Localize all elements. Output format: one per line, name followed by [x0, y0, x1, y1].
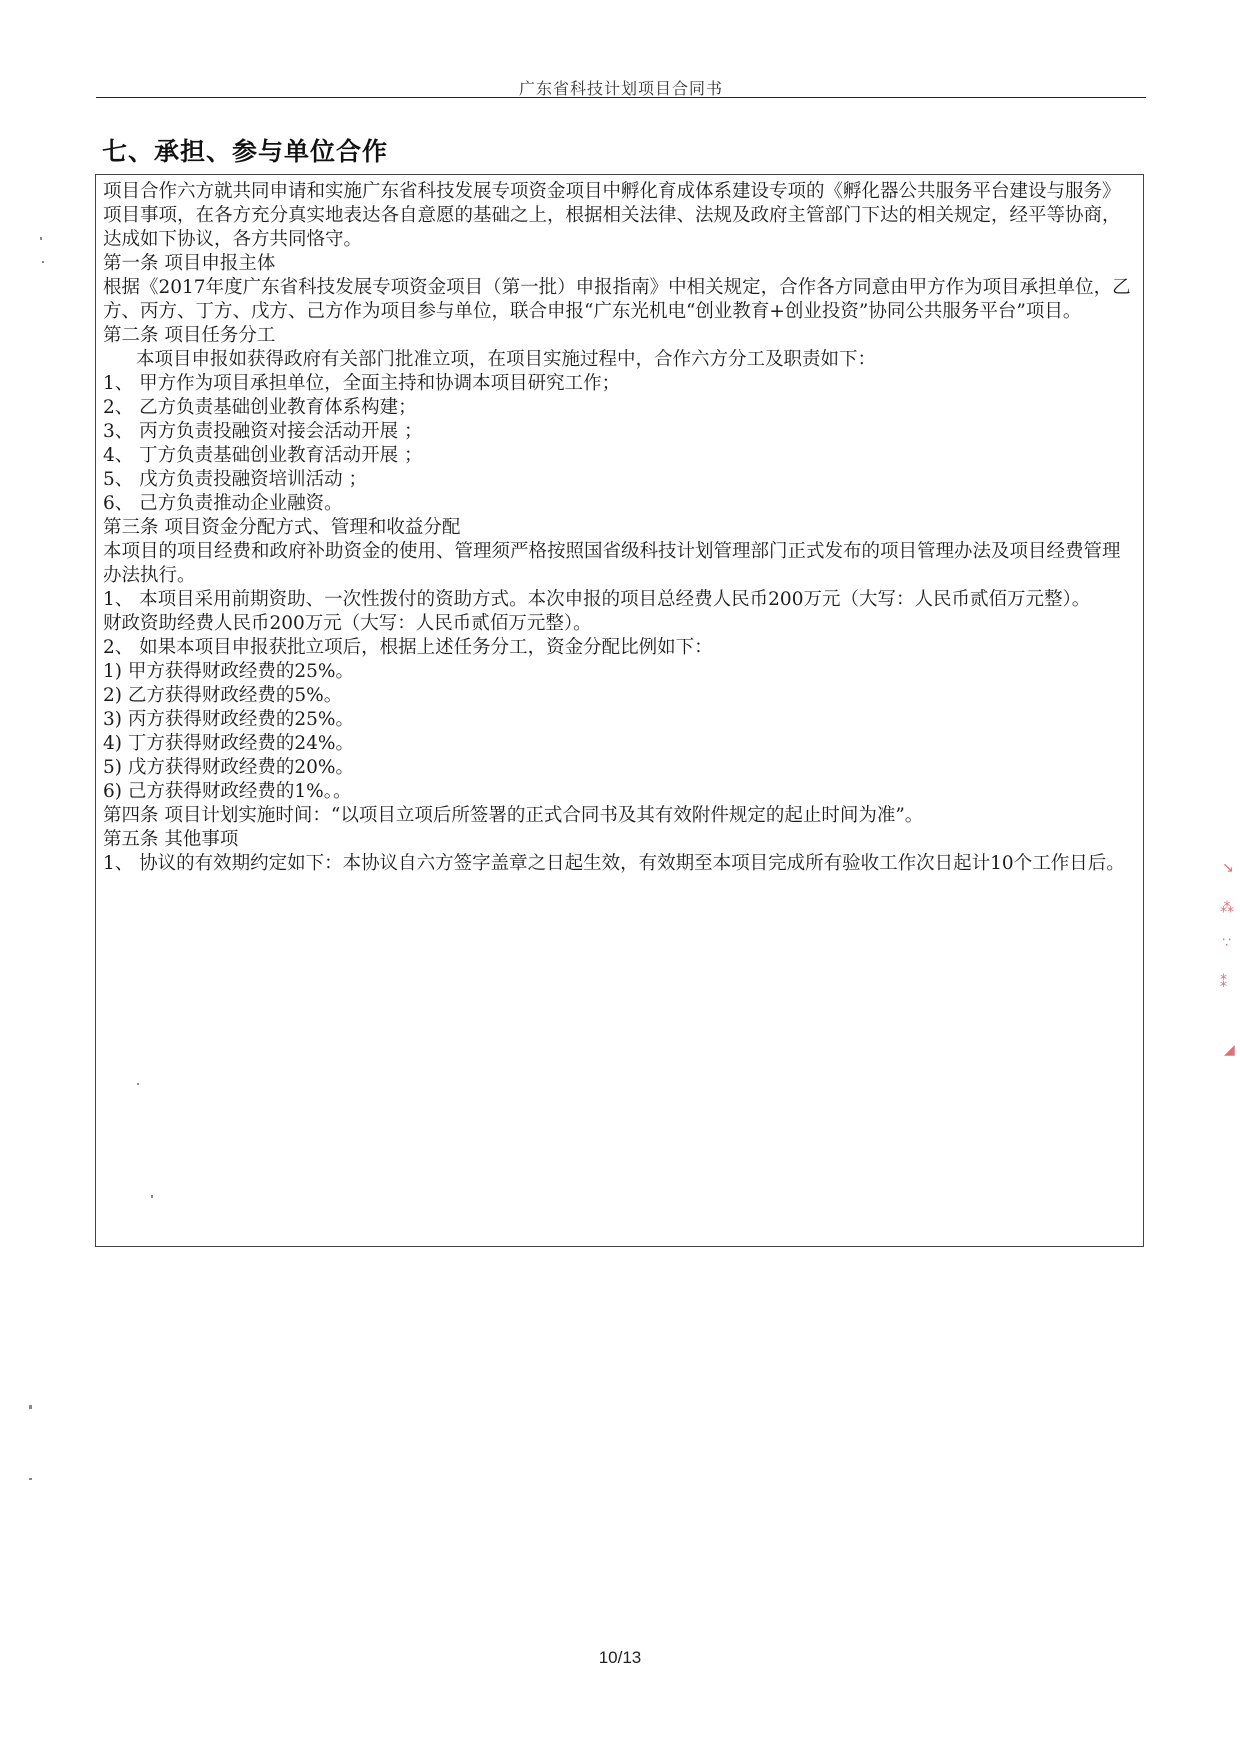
duty-item-2: 2、 乙方负责基础创业教育体系构建； — [103, 397, 417, 418]
duty-item-4: 4、 丁方负责基础创业教育活动开展 ； — [103, 445, 423, 466]
article-4-text: 第四条 项目计划实施时间：“以项目立项后所签署的正式合同书及其有效附件规定的起止时间为准”。 — [103, 805, 924, 826]
seal-fragment: ◢ — [1224, 1042, 1235, 1058]
scan-speck — [40, 237, 42, 240]
section-title: 七、承担、参与单位合作 — [102, 137, 389, 166]
scan-speck — [151, 1195, 153, 1198]
seal-fragment: ⁑ — [1220, 975, 1227, 991]
page-number: 10/13 — [598, 1648, 642, 1667]
article-5-heading: 第五条 其他事项 — [103, 829, 239, 850]
scan-speck — [42, 261, 44, 263]
allocation-item-2: 2) 乙方获得财政经费的5%。 — [103, 685, 343, 706]
intro-paragraph: 项目合作六方就共同申请和实施广东省科技发展专项资金项目中孵化育成体系建设专项的《孵化器公共服务平台建设与服务》项目事项，在各方充分真实地表达各自意愿的基础之上，根据相关法律、法规及政府主管部门下达的相关规定，经平等协商，达成如下协议，各方共同恪守。 — [103, 181, 1121, 250]
header-divider — [96, 97, 1146, 98]
allocation-item-1: 1) 甲方获得财政经费的25%。 — [103, 661, 354, 682]
seal-fragment: ↘ — [1222, 860, 1234, 876]
duty-item-1: 1、 甲方作为项目承担单位，全面主持和协调本项目研究工作； — [103, 373, 621, 394]
allocation-item-3: 3) 丙方获得财政经费的25%。 — [103, 709, 354, 730]
duty-item-6: 6、 己方负责推动企业融资。 — [103, 493, 343, 514]
scan-speck — [29, 1405, 32, 1409]
funding-item-1: 1、 本项目采用前期资助、一次性拨付的资助方式。本次申报的项目总经费人民币200万元（大写：人民币贰佰万元整）。 — [103, 589, 1091, 610]
article-2-heading: 第二条 项目任务分工 — [103, 325, 276, 346]
seal-fragment: ⁂ — [1220, 900, 1234, 916]
funding-item-1-sub: 财政资助经费人民币200万元（大写：人民币贰佰万元整）。 — [103, 613, 592, 634]
article-5-item-1: 1、 协议的有效期约定如下：本协议自六方签字盖章之日起生效，有效期至本项目完成所有验收工作次日起计10个工作日后。 — [103, 853, 1125, 874]
duty-item-3: 3、 丙方负责投融资对接会活动开展 ； — [103, 421, 423, 442]
document-header-title: 广东省科技计划项目合同书 — [518, 79, 723, 98]
article-3-text: 本项目的项目经费和政府补助资金的使用、管理须严格按照国省级科技计划管理部门正式发布的项目管理办法及项目经费管理办法执行。 — [103, 541, 1121, 586]
allocation-item-4: 4) 丁方获得财政经费的24%。 — [103, 733, 354, 754]
article-2-text: 本项目申报如获得政府有关部门批准立项，在项目实施过程中，合作六方分工及职责如下： — [136, 349, 877, 370]
duty-item-5: 5、 戊方负责投融资培训活动 ； — [103, 469, 368, 490]
scan-speck — [29, 1478, 32, 1480]
allocation-item-5: 5) 戊方获得财政经费的20%。 — [103, 757, 354, 778]
agreement-box — [95, 174, 1144, 1247]
funding-item-2: 2、 如果本项目申报获批立项后，根据上述任务分工，资金分配比例如下： — [103, 637, 713, 658]
seal-fragment: ∵ — [1222, 935, 1231, 951]
scan-speck — [137, 1083, 139, 1085]
article-1-text: 根据《2017年度广东省科技发展专项资金项目（第一批）申报指南》中相关规定，合作各方同意由甲方作为项目承担单位，乙方、丙方、丁方、戊方、己方作为项目参与单位，联合申报“广东光机电“创业教育+创业投资”协同公共服务平台”项目。 — [103, 277, 1131, 322]
article-3-heading: 第三条 项目资金分配方式、管理和收益分配 — [103, 517, 461, 538]
allocation-item-6: 6) 己方获得财政经费的1%。。 — [103, 781, 352, 802]
article-1-heading: 第一条 项目申报主体 — [103, 253, 276, 274]
